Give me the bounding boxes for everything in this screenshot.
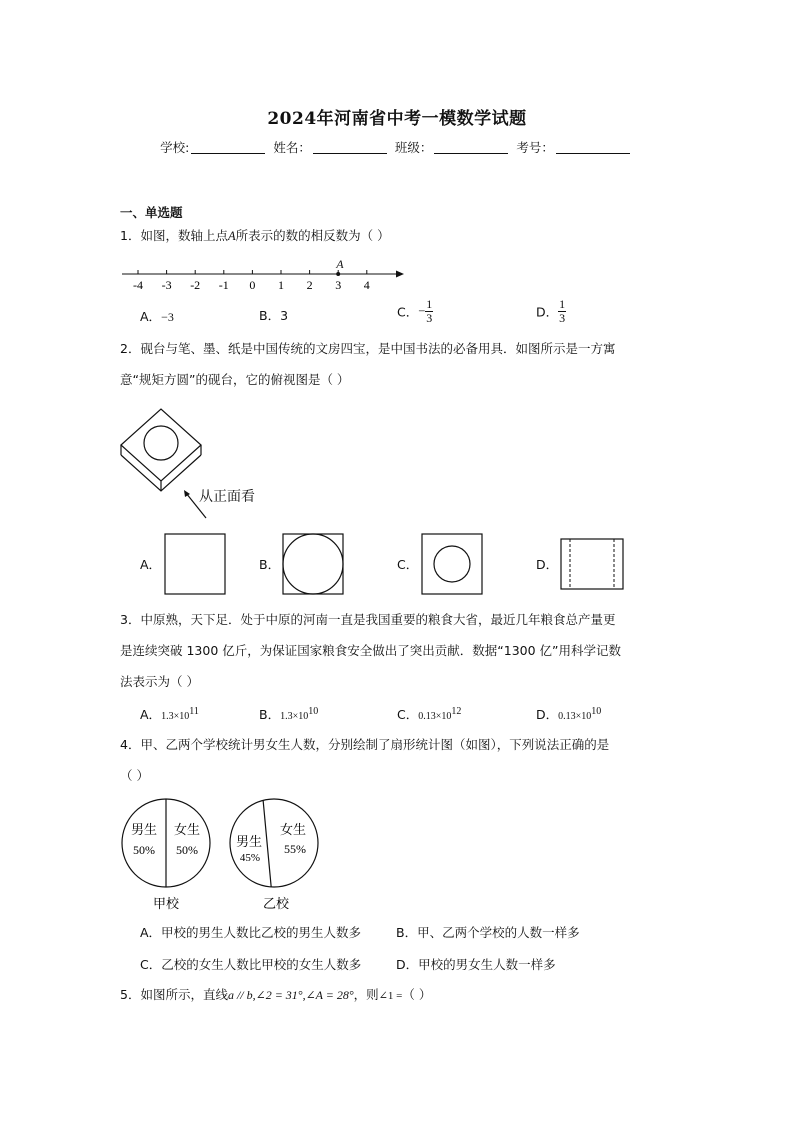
q3-opt-a-exp: 11: [189, 705, 199, 717]
q2-option-a[interactable]: A．: [140, 557, 162, 572]
page-title: 2024年河南省中考一模数学试题: [267, 109, 527, 129]
question-5: [120, 979, 431, 1012]
q3-line-3: 法表示为（ ）: [120, 674, 199, 689]
section-heading: 一、单选题: [120, 205, 183, 220]
yi-female-pct: 55%: [284, 842, 306, 856]
yi-male-pct: 45%: [239, 852, 261, 864]
denominator: 3: [559, 311, 566, 325]
name-blank: [313, 141, 387, 154]
yi-pie-divider: [263, 800, 271, 887]
number-line-tick-label: 0: [249, 278, 256, 292]
q1-text: 1．如图，数轴上点: [120, 228, 228, 243]
q4-option-d[interactable]: D．甲校的男女生人数一样多: [396, 957, 556, 972]
jia-male-pct: 50%: [133, 843, 155, 857]
q3-opt-c-base: 0.13×10: [418, 711, 452, 722]
q5-math-2: ∠1 =: [378, 990, 403, 1002]
q3-option-d[interactable]: [536, 705, 601, 723]
q4-line-1: 4．甲、乙两个学校统计男女生人数，分别绘制了扇形统计图（如图），下列说法正确的是: [120, 737, 610, 752]
q3-opt-b-exp: 10: [308, 705, 319, 717]
q3-option-c[interactable]: [397, 705, 461, 723]
point-a-marker: [336, 272, 340, 276]
class-blank: [434, 141, 508, 154]
q1-opt-c-label: C．: [397, 304, 419, 320]
q3-opt-d-exp: 10: [591, 705, 602, 717]
q3-opt-c-label: C．: [397, 707, 419, 722]
q1-opt-d-label: D．: [536, 304, 559, 320]
jia-female-pct: 50%: [176, 843, 198, 857]
q2-option-c[interactable]: C．: [397, 557, 419, 572]
q2-option-b-figure[interactable]: [282, 533, 344, 595]
q5-text-tail: （ ）: [402, 987, 432, 1002]
number-line: [118, 252, 408, 294]
q1-option-c[interactable]: [397, 298, 433, 325]
jia-male-label: 男生: [130, 823, 158, 838]
q1-var: A: [227, 229, 236, 243]
q2-option-c-figure[interactable]: [421, 533, 483, 595]
jia-caption: 甲校: [152, 897, 180, 912]
q3-option-b[interactable]: [259, 705, 318, 723]
numerator: 1: [559, 297, 566, 311]
question-1: [120, 220, 390, 252]
pie-charts: [118, 798, 328, 916]
number-line-tick-label: 2: [306, 278, 313, 292]
q3-option-a[interactable]: [140, 705, 199, 723]
q2-line-1: 2．砚台与笔、墨、纸是中国传统的文房四宝，是中国书法的必备用具．如图所示是一方寓: [120, 341, 616, 356]
yi-female-label: 女生: [279, 823, 307, 838]
q1-option-d[interactable]: [536, 298, 566, 325]
q1-text-tail: 所表示的数的相反数为（ ）: [235, 228, 390, 243]
number-line-tick-label: 1: [278, 278, 284, 292]
q5-text-mid: ，则: [353, 987, 379, 1002]
q3-opt-a-label: A．: [140, 707, 162, 722]
question-2: [120, 333, 615, 395]
q2-option-a-figure[interactable]: [164, 533, 226, 595]
number-line-tick-label: 4: [363, 278, 370, 292]
q3-opt-d-base: 0.13×10: [558, 711, 592, 722]
q3-opt-a-base: 1.3×10: [161, 711, 190, 722]
exam-no-label: 考号：: [516, 140, 554, 155]
yi-caption: 乙校: [262, 897, 290, 912]
number-line-tick-label: -3: [161, 278, 172, 292]
question-3: [120, 604, 621, 697]
inkstone-circle-well: [144, 426, 178, 460]
q3-line-2: 是连续突破 1300 亿斤，为保证国家粮食安全做出了突出贡献．数据“1300 亿”用科学记数: [120, 643, 621, 658]
class-label: 班级：: [394, 140, 433, 155]
q4-option-b[interactable]: B．甲、乙两个学校的人数一样多: [396, 925, 580, 940]
view-direction-label: 从正面看: [199, 489, 255, 505]
school-label: 学校:: [160, 140, 190, 155]
name-label: 姓名：: [273, 140, 311, 155]
q3-opt-c-exp: 12: [451, 705, 462, 717]
q5-text: 5．如图所示，直线: [120, 987, 228, 1002]
q5-math: a // b,∠2 = 31°,∠A = 28°: [227, 988, 354, 1002]
q4-option-a[interactable]: A．甲校的男生人数比乙校的男生人数多: [140, 925, 362, 940]
q1-opt-c-fraction: [425, 298, 433, 325]
q1-opt-d-fraction: [558, 298, 566, 325]
denominator: 3: [426, 311, 433, 325]
q3-opt-b-label: B．: [259, 707, 281, 722]
student-info-line: [0, 138, 794, 156]
q1-option-b[interactable]: B．3: [259, 308, 289, 323]
q1-opt-a-label: A．: [140, 309, 162, 324]
jia-female-label: 女生: [173, 823, 201, 838]
q2-option-d[interactable]: D．: [536, 557, 559, 572]
school-blank: [191, 141, 265, 154]
number-line-tick-label: -2: [190, 278, 201, 292]
q3-line-1: 3．中原熟，天下足．处于中原的河南一直是我国重要的粮食大省，最近几年粮食总产量更: [120, 612, 616, 627]
q2-option-d-figure[interactable]: [560, 538, 624, 590]
q2-line-2: 意“规矩方圆”的砚台，它的俯视图是（ ）: [120, 372, 350, 387]
number-line-tick-label: -1: [218, 278, 229, 292]
point-a-label: A: [336, 257, 344, 271]
yi-male-label: 男生: [235, 835, 263, 850]
q3-opt-d-label: D．: [536, 707, 559, 722]
arrow-head-icon: [396, 271, 404, 278]
q2-option-b[interactable]: B．: [259, 557, 281, 572]
q3-opt-b-base: 1.3×10: [280, 711, 309, 722]
number-line-tick-label: 3: [335, 278, 342, 292]
q4-line-2: （ ）: [120, 768, 149, 783]
inkstone-top-face: [121, 409, 201, 481]
q1-opt-c-sign: −: [418, 304, 426, 318]
q1-option-a[interactable]: [140, 307, 174, 325]
number-line-tick-label: -4: [133, 278, 143, 292]
q1-opt-a-value: −3: [161, 310, 174, 324]
exam-no-blank: [556, 141, 630, 154]
numerator: 1: [426, 297, 433, 311]
question-4: [120, 729, 609, 791]
q4-option-c[interactable]: C．乙校的女生人数比甲校的女生人数多: [140, 957, 362, 972]
number-line-ticks: [133, 270, 370, 292]
